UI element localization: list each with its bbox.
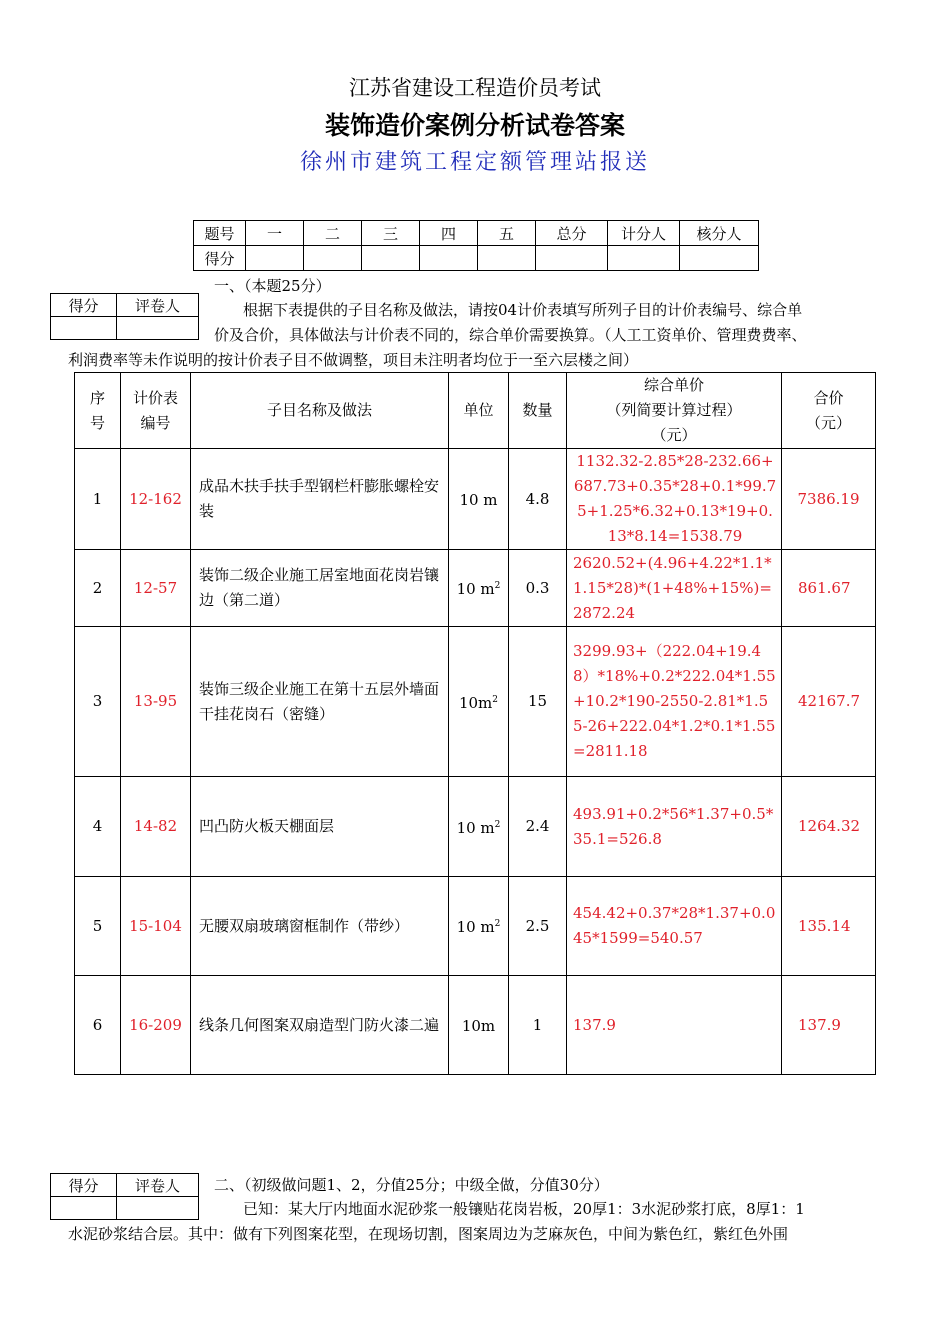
score-cell[interactable] — [304, 246, 362, 271]
section2-heading: 二、（初级做问题1、2，分值25分；中级全做，分值30分） — [214, 1176, 609, 1194]
table-row — [75, 777, 876, 877]
grader-name-label: 评卷人 — [117, 294, 199, 317]
score-header-cell: 二 — [304, 221, 362, 246]
score-header-cell: 四 — [420, 221, 478, 246]
row-unit: 10 $m^2$ — [449, 877, 509, 976]
score-cell[interactable] — [362, 246, 420, 271]
row-qty: 0.3 — [509, 550, 567, 627]
score-header-cell: 题号 — [194, 221, 246, 246]
row-seq: 2 — [75, 550, 121, 627]
row-code: 16-209 — [121, 976, 191, 1075]
row-total: 137.9 — [782, 976, 876, 1075]
score-cell[interactable] — [680, 246, 759, 271]
score-cell[interactable] — [608, 246, 680, 271]
row-calc: 493.91+0.2*56*1.37+0.5*35.1=526.8 — [567, 777, 782, 877]
table-row — [75, 550, 876, 627]
header-qty: 数量 — [509, 373, 567, 449]
row-name: 装饰三级企业施工在第十五层外墙面干挂花岗石（密缝） — [191, 627, 449, 777]
row-total: 135.14 — [782, 877, 876, 976]
row-code: 13-95 — [121, 627, 191, 777]
header-total: 合价 （元） — [782, 373, 876, 449]
row-qty: 1 — [509, 976, 567, 1075]
table-header-row — [75, 373, 876, 449]
score-cell[interactable] — [536, 246, 608, 271]
header-name: 子目名称及做法 — [191, 373, 449, 449]
header-price: 综合单价 （列简要计算过程） （元） — [567, 373, 782, 449]
row-total: 42167.7 — [782, 627, 876, 777]
row-name: 线条几何图案双扇造型门防火漆二遍 — [191, 976, 449, 1075]
score-header-cell: 三 — [362, 221, 420, 246]
section2-para-line2: 水泥砂浆结合层。其中：做有下列图案花型，在现场切割，图案周边为芝麻灰色，中间为紫色红，紫红色外围 — [68, 1225, 789, 1243]
row-unit: 10 $m^2$ — [449, 550, 509, 627]
score-header-cell: 总分 — [536, 221, 608, 246]
table-row — [75, 627, 876, 777]
submitter-line: 徐州市建筑工程定额管理站报送 — [299, 150, 650, 175]
row-qty: 2.5 — [509, 877, 567, 976]
row-name: 无腰双扇玻璃窗框制作（带纱） — [191, 877, 449, 976]
score-table — [193, 220, 759, 271]
row-qty: 2.4 — [509, 777, 567, 877]
row-calc: 1132.32-2.85*28-232.66+687.73+0.35*28+0.1*99.75+1.25*6.32+0.13*19+0.13*8.14=1538.79 — [567, 449, 782, 550]
header-code: 计价表 编号 — [121, 373, 191, 449]
row-seq: 3 — [75, 627, 121, 777]
row-seq: 5 — [75, 877, 121, 976]
row-total: 7386.19 — [782, 449, 876, 550]
row-qty: 4.8 — [509, 449, 567, 550]
paper-title: 装饰造价案例分析试卷答案 — [324, 111, 625, 140]
row-code: 12-57 — [121, 550, 191, 627]
row-seq: 1 — [75, 449, 121, 550]
pricing-table — [74, 372, 876, 1075]
grader-name-label: 评卷人 — [117, 1174, 199, 1197]
section1-para-line1: 根据下表提供的子目名称及做法，请按04计价表填写所列子目的计价表编号、综合单 — [243, 301, 803, 319]
score-cell[interactable] — [246, 246, 304, 271]
score-header-cell: 计分人 — [608, 221, 680, 246]
section1-heading: 一、（本题25分） — [214, 277, 331, 295]
row-name: 成品木扶手扶手型钢栏杆膨胀螺栓安装 — [191, 449, 449, 550]
score-cell[interactable] — [420, 246, 478, 271]
score-cell[interactable] — [478, 246, 536, 271]
exam-title: 江苏省建设工程造价员考试 — [349, 76, 601, 100]
row-seq: 4 — [75, 777, 121, 877]
grader-score-cell[interactable] — [51, 317, 117, 340]
row-code: 12-162 — [121, 449, 191, 550]
row-unit: $10m^2$ — [449, 627, 509, 777]
grader-score-label: 得分 — [51, 294, 117, 317]
row-name: 装饰二级企业施工居室地面花岗岩镶边（第二道） — [191, 550, 449, 627]
grader-score-label: 得分 — [51, 1174, 117, 1197]
score-row-label: 得分 — [194, 246, 246, 271]
grader-box-1 — [50, 293, 199, 340]
row-total: 861.67 — [782, 550, 876, 627]
row-unit: 10m — [449, 976, 509, 1075]
row-total: 1264.32 — [782, 777, 876, 877]
row-unit: 10 $m^2$ — [449, 777, 509, 877]
header-unit: 单位 — [449, 373, 509, 449]
row-calc: 2620.52+(4.96+4.22*1.1*1.15*28)*(1+48%+15%)=2872.24 — [567, 550, 782, 627]
section1-para-line2: 价及合价，具体做法与计价表不同的，综合单价需要换算。（人工工资单价、管理费费率、 — [214, 326, 807, 344]
row-name: 凹凸防火板天棚面层 — [191, 777, 449, 877]
table-row — [75, 877, 876, 976]
row-seq: 6 — [75, 976, 121, 1075]
row-calc: 3299.93+（222.04+19.48）*18%+0.2*222.04*1.55+10.2*190-2550-2.81*1.55-26+222.04*1.2*0.1*1.55=2811.18 — [567, 627, 782, 777]
score-header-cell: 五 — [478, 221, 536, 246]
score-header-cell: 一 — [246, 221, 304, 246]
score-header-cell: 核分人 — [680, 221, 759, 246]
row-calc: 137.9 — [567, 976, 782, 1075]
section1-para-line3: 利润费率等未作说明的按计价表子目不做调整，项目未注明者均位于一至六层楼之间） — [68, 351, 639, 369]
grader-score-cell[interactable] — [51, 1197, 117, 1220]
row-code: 14-82 — [121, 777, 191, 877]
row-code: 15-104 — [121, 877, 191, 976]
row-unit: 10 m — [449, 449, 509, 550]
row-qty: 15 — [509, 627, 567, 777]
row-calc: 454.42+0.37*28*1.37+0.045*1599=540.57 — [567, 877, 782, 976]
grader-name-cell[interactable] — [117, 1197, 199, 1220]
table-row — [75, 976, 876, 1075]
section2-para-line1: 已知：某大厅内地面水泥砂浆一般镶贴花岗岩板，20厚1：3水泥砂浆打底，8厚1：1 — [243, 1200, 805, 1218]
grader-name-cell[interactable] — [117, 317, 199, 340]
grader-box-2 — [50, 1173, 199, 1220]
table-row — [75, 449, 876, 550]
header-seq: 序 号 — [75, 373, 121, 449]
